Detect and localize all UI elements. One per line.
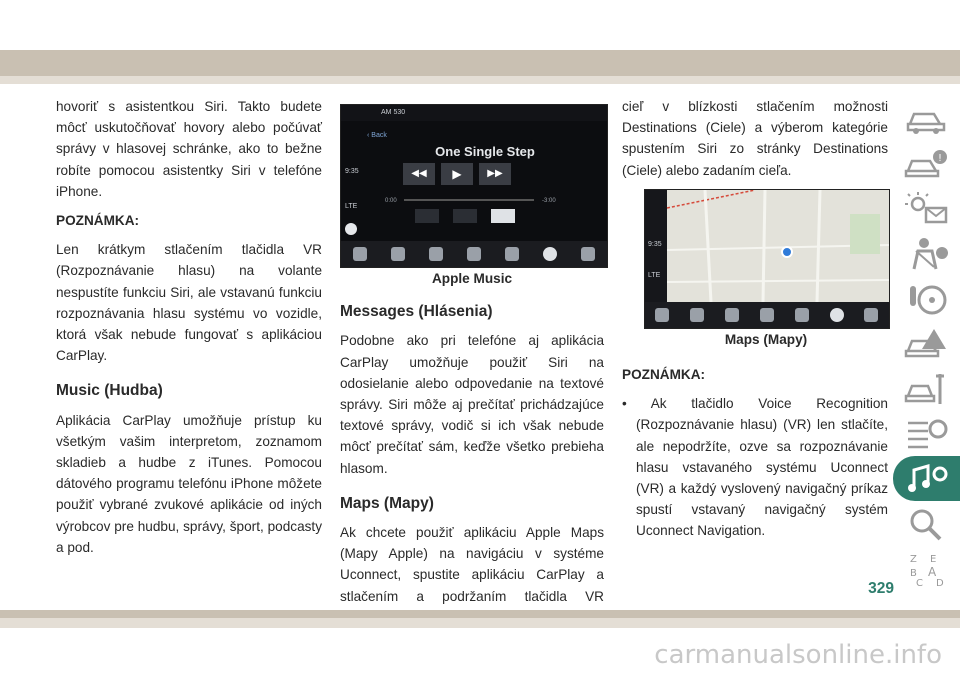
paragraph: Aplikácia CarPlay umožňuje prístup ku všetkým vašim interpretom, zoznamom skladieb a hudbe z iTunes. Pomocou dátového programu telefónu iPhone môžete použiť vybrané zvukové aplikácie od iných výrobcov pre hudbu, správy, šport, podcasty a pod. xyxy=(56,412,322,555)
svg-text:D: D xyxy=(935,577,944,588)
chapter-sidebar xyxy=(893,96,960,591)
remaining-time: -3:00 xyxy=(542,198,556,204)
car-crash-icon[interactable] xyxy=(893,321,960,366)
controls-icon[interactable] xyxy=(391,247,405,261)
section-heading-music: Music (Hudba) xyxy=(56,382,163,400)
app-dock xyxy=(341,241,607,267)
car-info-icon[interactable] xyxy=(893,96,960,141)
note-text: Len krátkym stlačením tlačidla VR (Rozpoznávanie hlasu) na volante nespustíte funkciu Siri, ale vstavanú funkciu rozpoznávania hlasu systému vo vozidle, ktorá však nebude fungovať s aplikáciou CarPlay. xyxy=(56,242,322,364)
music-gear-icon[interactable] xyxy=(893,456,960,501)
apps-icon[interactable] xyxy=(467,247,481,261)
svg-text:C: C xyxy=(915,577,923,588)
column-right xyxy=(622,96,888,550)
nav-icon[interactable] xyxy=(795,308,809,322)
clock xyxy=(648,234,662,286)
section-heading-maps: Maps (Mapy) xyxy=(340,494,434,512)
radio-icon[interactable] xyxy=(429,247,443,261)
repeat-button[interactable] xyxy=(491,209,515,223)
section-heading-messages: Messages (Hlásenia) xyxy=(340,303,493,321)
favorite-button[interactable] xyxy=(453,209,477,223)
note-heading: POZNÁMKA: xyxy=(56,213,140,229)
carplay-icon[interactable] xyxy=(830,308,844,322)
back-label: Back xyxy=(371,132,387,139)
footer-band-light xyxy=(0,618,960,628)
playback-controls xyxy=(403,163,511,185)
checklist-gear-icon[interactable] xyxy=(893,411,960,456)
clock-time: 9:35 xyxy=(345,168,359,175)
clock xyxy=(345,161,359,217)
alphabet-index-icon[interactable] xyxy=(893,546,960,591)
column-middle xyxy=(340,96,604,678)
clock-time: 9:35 xyxy=(648,240,662,248)
footer-band xyxy=(0,610,960,618)
seatbelt-airbag-icon[interactable] xyxy=(893,231,960,276)
car-warning-icon[interactable] xyxy=(893,141,960,186)
watermark: carmanualsonline.info xyxy=(654,640,942,670)
home-button[interactable] xyxy=(345,223,357,235)
paragraph: Podobne ako pri telefóne aj aplikácia CarPlay umožňuje použiť Siri na odosielanie alebo odpovedanie na textové správy. Siri môže aj prečítať prichádzajúce textové správy, vodič si ich však nebude môcť prečítať sám, keďže všetko prebieha hlasom. xyxy=(340,333,604,476)
svg-text:Z: Z xyxy=(909,553,917,565)
bullet-item: • Ak tlačidlo Voice Recognition (Rozpoznávanie hlasu) (VR) len stlačíte, ale nepodržíte, ozve sa rozpoznávanie hlasu vstavaného systému Uconnect (VR) a každý vyslovený navigačný príkaz spustí vstavaný navigačný systém Uconnect Navigation. xyxy=(622,396,888,539)
svg-text:A: A xyxy=(927,564,936,579)
secondary-controls xyxy=(415,209,515,223)
wrench-car-icon[interactable] xyxy=(893,366,960,411)
status-bar xyxy=(341,105,607,121)
figure-apple-music xyxy=(340,104,608,268)
back-link: ‹ Back xyxy=(367,132,387,139)
magnifier-icon[interactable] xyxy=(893,501,960,546)
radio-icon[interactable] xyxy=(725,308,739,322)
page-number: 329 xyxy=(868,580,894,597)
network-label: LTE xyxy=(345,203,358,211)
paragraph: Ak chcete použiť aplikáciu Apple Maps (Mapy Apple) na navigáciu v systéme Uconnect, spustite aplikáciu CarPlay a stlačením a podržaním tlačidla VR xyxy=(340,525,604,604)
paragraph: cieľ v blízkosti stlačením možnosti Destinations (Ciele) a výberom kategórie spustením Siri zo stránky Destinations (Ciele) alebo zadaním cieľa. xyxy=(622,99,888,178)
key-steering-icon[interactable] xyxy=(893,276,960,321)
column-left xyxy=(56,96,322,566)
network-label: LTE xyxy=(648,272,661,280)
media-icon[interactable] xyxy=(655,308,669,322)
station-label: AM 530 xyxy=(381,109,406,116)
rewind-button[interactable]: ◀◀ xyxy=(403,163,435,185)
header-band-light xyxy=(0,76,960,84)
play-button[interactable]: ▶ xyxy=(441,163,473,185)
lights-message-icon[interactable] xyxy=(893,186,960,231)
nav-icon[interactable] xyxy=(505,247,519,261)
svg-text:E: E xyxy=(929,553,936,565)
top-margin xyxy=(0,0,960,50)
forward-button[interactable]: ▶▶ xyxy=(479,163,511,185)
map-view[interactable] xyxy=(645,190,889,302)
note-heading: POZNÁMKA: xyxy=(622,367,706,383)
track-title: One Single Step xyxy=(435,144,535,159)
paragraph: hovoriť s asistentkou Siri. Takto budete môcť uskutočňovať hovory alebo počúvať správy v hlasovej schránke, ako to bežne robíte pomocou asistentky Siri v telefóne iPhone. xyxy=(56,99,322,199)
settings-icon[interactable] xyxy=(864,308,878,322)
app-dock xyxy=(645,302,889,328)
carplay-icon[interactable] xyxy=(543,247,557,261)
apps-icon[interactable] xyxy=(760,308,774,322)
figure-caption: Maps (Mapy) xyxy=(724,331,808,347)
svg-text:B: B xyxy=(909,567,917,579)
svg-text:!: ! xyxy=(937,152,942,164)
settings-icon[interactable] xyxy=(581,247,595,261)
figure-maps xyxy=(644,189,890,329)
shuffle-button[interactable] xyxy=(415,209,439,223)
controls-icon[interactable] xyxy=(690,308,704,322)
header-band xyxy=(0,50,960,76)
progress-bar[interactable] xyxy=(404,199,534,201)
figure-caption: Apple Music xyxy=(431,271,513,286)
elapsed-time: 0:00 xyxy=(385,198,397,204)
media-icon[interactable] xyxy=(353,247,367,261)
